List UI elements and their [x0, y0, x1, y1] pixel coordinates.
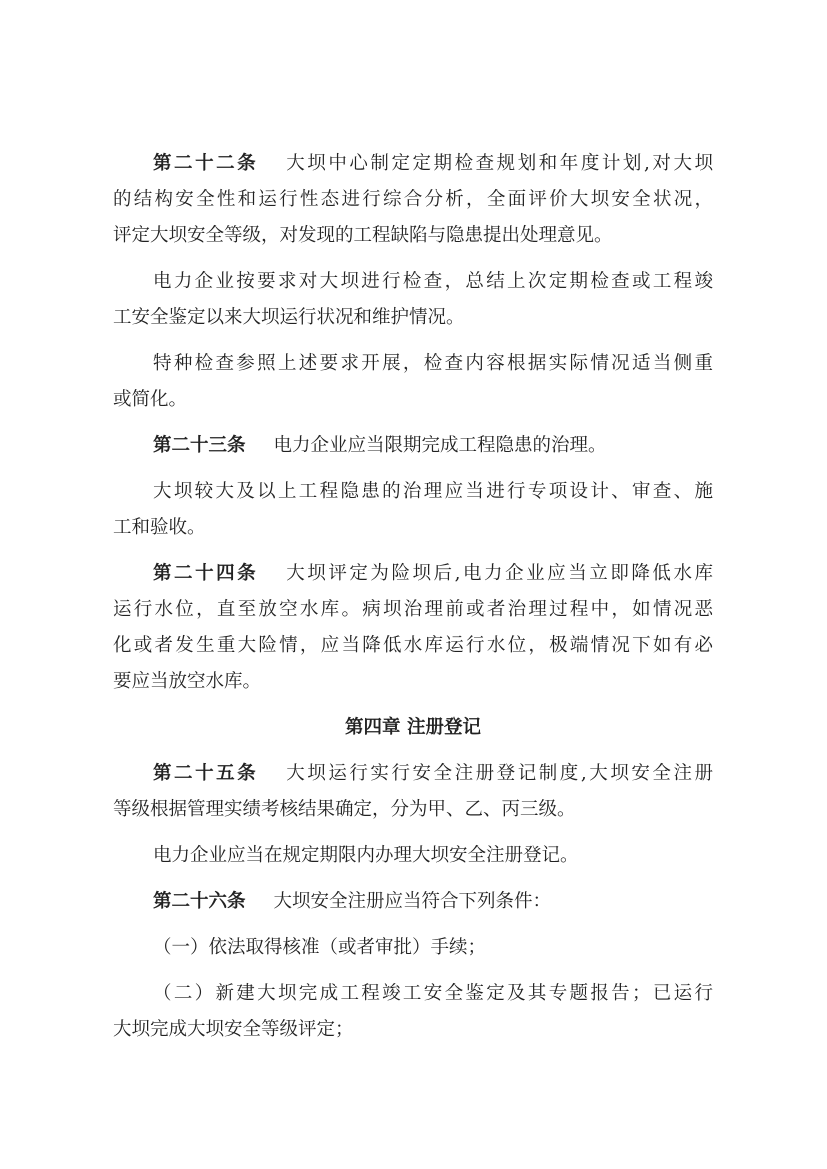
paragraph-line: 第二十五条 大坝运行实行安全注册登记制度,大坝安全注册	[153, 763, 713, 784]
paragraph-line: 第二十二条 大坝中心制定定期检查规划和年度计划,对大坝	[153, 153, 713, 174]
paragraph-line: 大坝完成大坝安全等级评定；	[113, 1019, 354, 1040]
paragraph-line: 电力企业应当在规定期限内办理大坝安全注册登记。	[153, 845, 579, 866]
list-item	[113, 930, 713, 966]
paragraph-line: 第二十三条 电力企业应当限期完成工程隐患的治理。	[153, 435, 607, 456]
chapter-title: 第四章 注册登记	[345, 717, 481, 738]
article-26	[113, 884, 713, 920]
paragraph-line: 的结构安全性和运行性态进行综合分析，全面评价大坝安全状况，	[113, 189, 713, 210]
paragraph-line: 或简化。	[113, 389, 188, 410]
article-number: 第二十二条	[153, 153, 259, 174]
paragraph-line: 要应当放空水库。	[113, 671, 262, 692]
paragraph	[113, 474, 713, 546]
paragraph-line: 电力企业按要求对大坝进行检查，总结上次定期检查或工程竣	[153, 271, 713, 292]
paragraph-line: 工安全鉴定以来大坝运行状况和维护情况。	[113, 307, 465, 328]
paragraph-line: 大坝较大及以上工程隐患的治理应当进行专项设计、审查、施	[153, 481, 713, 502]
paragraph	[113, 838, 713, 874]
paragraph-line: 化或者发生重大险情，应当降低水库运行水位，极端情况下如有必	[113, 635, 713, 656]
article-25	[113, 756, 713, 828]
list-item	[113, 976, 713, 1048]
paragraph-line: 工和验收。	[113, 517, 206, 538]
article-24	[113, 556, 713, 700]
article-22	[113, 146, 713, 254]
paragraph	[113, 264, 713, 336]
paragraph-line: （一）依法取得核准（或者审批）手续；	[153, 937, 487, 958]
paragraph-line: 第二十四条 大坝评定为险坝后,电力企业应当立即降低水库	[153, 563, 713, 584]
paragraph-line: 运行水位，直至放空水库。病坝治理前或者治理过程中，如情况恶	[113, 599, 713, 620]
article-number: 第二十三条	[153, 435, 246, 456]
article-number: 第二十五条	[153, 763, 259, 784]
paragraph-line: 等级根据管理实绩考核结果确定，分为甲、乙、丙三级。	[113, 799, 576, 820]
article-number: 第二十四条	[153, 563, 259, 584]
paragraph-line: 第二十六条 大坝安全注册应当符合下列条件：	[153, 891, 552, 912]
article-23	[113, 428, 713, 464]
paragraph-line: 特种检查参照上述要求开展，检查内容根据实际情况适当侧重	[153, 353, 713, 374]
article-number: 第二十六条	[153, 891, 246, 912]
paragraph	[113, 346, 713, 418]
document-page	[113, 146, 713, 1048]
paragraph-line: （二）新建大坝完成工程竣工安全鉴定及其专题报告；已运行	[153, 983, 713, 1004]
paragraph-line: 评定大坝安全等级，对发现的工程缺陷与隐患提出处理意见。	[113, 225, 613, 246]
